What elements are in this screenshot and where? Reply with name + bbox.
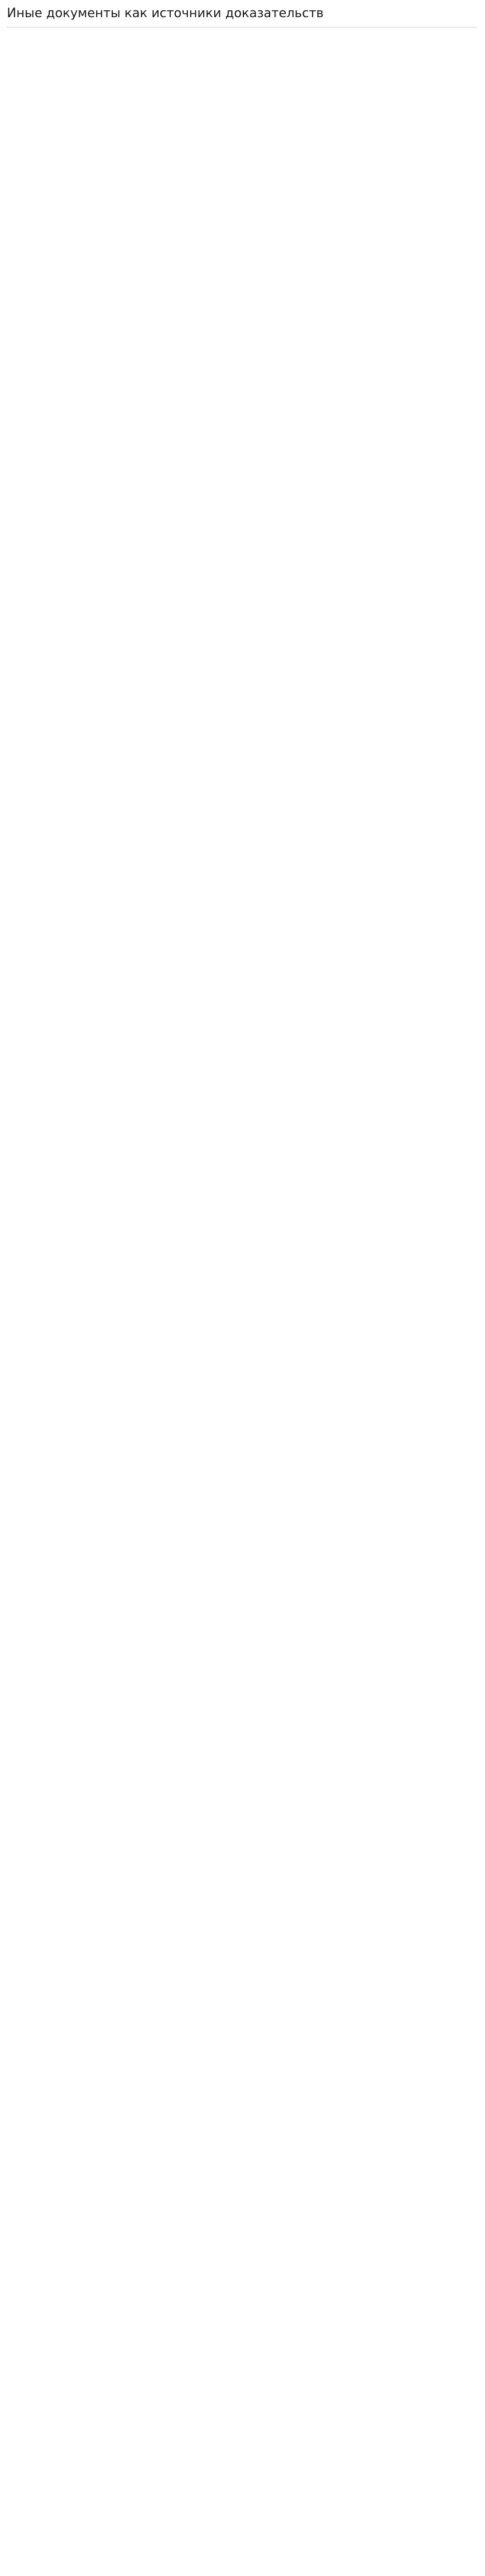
page-title: Иные документы как источники доказательств	[7, 3, 477, 27]
document-page	[0, 0, 485, 70]
